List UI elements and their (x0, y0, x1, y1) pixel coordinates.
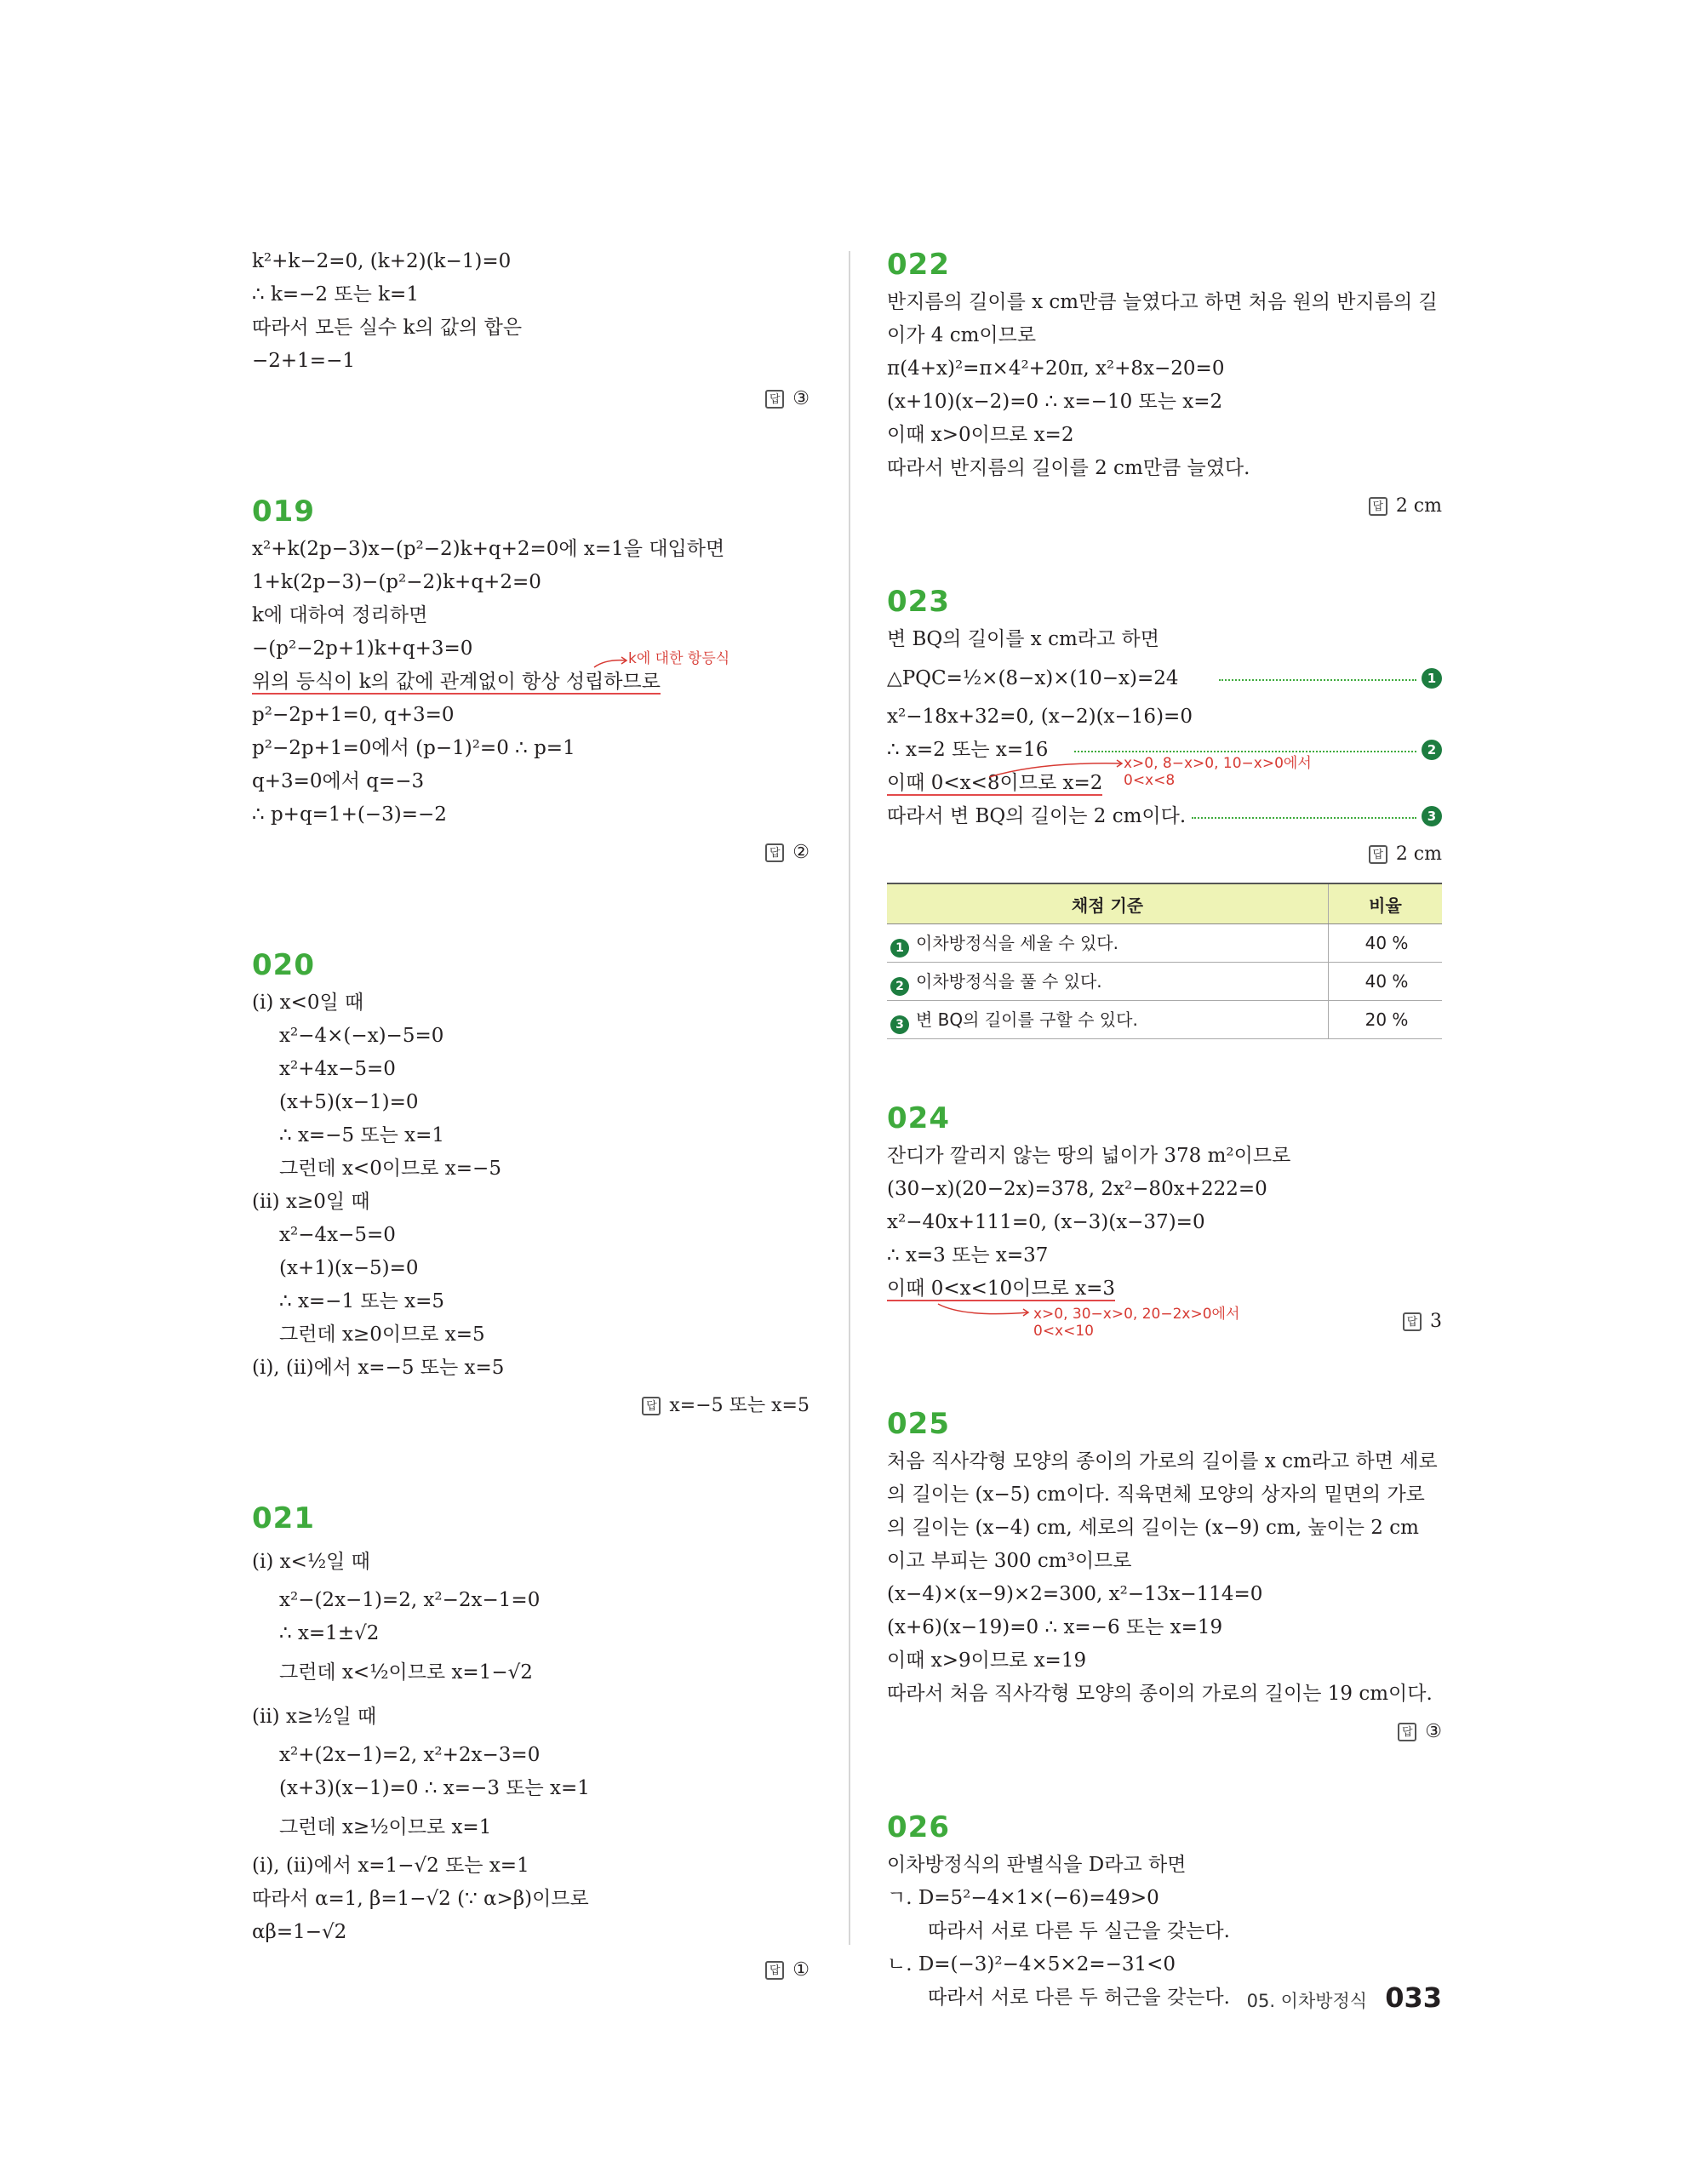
solution-line: p²−2p+1=0, q+3=0 (252, 704, 455, 726)
answer-value: 2 cm (1395, 495, 1442, 517)
answer-value: x=−5 또는 x=5 (669, 1395, 810, 1416)
solution-line: x²+k(2p−3)x−(p²−2)k+q+2=0에 x=1을 대입하면 (252, 538, 725, 560)
criteria-cell (887, 963, 1329, 1001)
leader-line (1219, 679, 1416, 681)
solution-line-condition (887, 755, 1442, 800)
condition-note-range: 0<x<8 (1124, 772, 1176, 789)
problem-021 (252, 1499, 810, 1987)
problem-number: 021 (252, 1501, 315, 1535)
page-footer (1247, 1981, 1442, 2014)
solution-line: ∴ x=3 또는 x=37 (887, 1244, 1049, 1266)
page-number: 033 (1385, 1981, 1442, 2014)
solution-line: 따라서 모든 실수 k의 값의 합은 (252, 317, 523, 339)
problem-number: 022 (887, 248, 950, 282)
solution-line: 이고 부피는 300 cm³이므로 (887, 1550, 1132, 1572)
solution-line: 그런데 x≥0이므로 x=5 (279, 1324, 485, 1346)
problem-number: 024 (887, 1101, 950, 1135)
problem-022 (887, 245, 1442, 523)
solution-line-step3 (887, 800, 1442, 833)
problem-019 (252, 492, 810, 869)
answer-icon: 답 (765, 1961, 784, 1980)
table-row (887, 963, 1442, 1001)
solution-line: ㄴ. D=(−3)²−4×5×2=−31<0 (887, 1953, 1176, 1975)
solution-line: x²−40x+111=0, (x−3)(x−37)=0 (887, 1211, 1205, 1233)
step-marker: 3 (890, 1015, 909, 1034)
problem-023 (887, 582, 1442, 1039)
solution-line-step1 (887, 656, 1442, 700)
solution-line: (x+3)(x−1)=0 ∴ x=−3 또는 x=1 (279, 1777, 590, 1799)
solution-line: ㄱ. D=5²−4×1×(−6)=49>0 (887, 1887, 1159, 1909)
answer-line (252, 837, 810, 869)
column-divider (849, 251, 850, 1945)
solution-line: ∴ p+q=1+(−3)=−2 (252, 803, 447, 826)
solution-line: 잔디가 깔리지 않는 땅의 넓이가 378 m²이므로 (887, 1145, 1291, 1167)
answer-icon: 답 (765, 390, 784, 409)
answer-value: 2 cm (1395, 843, 1442, 865)
criteria-text: 변 BQ의 길이를 구할 수 있다. (916, 1009, 1138, 1030)
solution-line: 그런데 x≥½이므로 x=1 (279, 1816, 492, 1838)
solution-line: k²+k−2=0, (k+2)(k−1)=0 (252, 250, 512, 272)
header-ratio: 비율 (1329, 883, 1443, 924)
step-text: ∴ x=2 또는 x=16 (887, 739, 1049, 761)
solution-line: ∴ k=−2 또는 k=1 (252, 283, 419, 306)
problem-number: 020 (252, 948, 315, 982)
arrow-icon (938, 1302, 1032, 1319)
problem-024 (887, 1099, 1442, 1345)
problem-number: 025 (887, 1407, 950, 1441)
solution-line: 1+k(2p−3)−(p²−2)k+q+2=0 (252, 571, 541, 593)
solution-line: 이차방정식의 판별식을 D라고 하면 (887, 1854, 1187, 1876)
solution-line: ∴ x=1±√2 (279, 1622, 380, 1644)
arrow-icon (594, 657, 628, 669)
answer-line (252, 383, 810, 415)
leader-line (1192, 817, 1416, 819)
leader-line (1074, 751, 1416, 752)
condition-note-range: 0<x<10 (1033, 1323, 1094, 1340)
answer-line (252, 1954, 810, 1987)
condition-note: x>0, 8−x>0, 10−x>0에서 (1124, 755, 1312, 772)
criteria-cell (887, 1001, 1329, 1039)
solution-line: 이때 x>0이므로 x=2 (887, 424, 1074, 446)
answer-icon: 답 (1369, 845, 1387, 864)
step-3-marker: 3 (1422, 806, 1442, 826)
identity-note: k에 대한 항등식 (628, 650, 730, 667)
answer-line (252, 1390, 810, 1422)
solution-line: (ⅱ) x≥0일 때 (252, 1191, 370, 1213)
solution-line: −2+1=−1 (252, 350, 355, 372)
step-text: 따라서 변 BQ의 길이는 2 cm이다. (887, 805, 1187, 827)
solution-line: q+3=0에서 q=−3 (252, 770, 425, 792)
header-criteria: 채점 기준 (887, 883, 1329, 924)
condition-underline: 이때 0<x<10이므로 x=3 (887, 1278, 1116, 1300)
step-marker: 2 (890, 977, 909, 996)
solution-line: x²−4×(−x)−5=0 (279, 1025, 444, 1047)
answer-icon: 답 (1369, 497, 1387, 516)
solution-line: 의 길이는 (x−5) cm이다. 직육면체 모양의 상자의 밑면의 가로 (887, 1484, 1425, 1506)
problem-018 (252, 245, 810, 415)
step-1-marker: 1 (1422, 668, 1442, 689)
solution-line: x²+(2x−1)=2, x²+2x−3=0 (279, 1744, 541, 1766)
answer-icon: 답 (1398, 1723, 1416, 1741)
answer-icon: 답 (642, 1397, 661, 1415)
solution-line-underlined (252, 650, 810, 699)
arrow-icon (989, 762, 1125, 779)
table-row (887, 1001, 1442, 1039)
solution-line: (30−x)(20−2x)=378, 2x²−80x+222=0 (887, 1178, 1267, 1200)
solution-line: ∴ x=−1 또는 x=5 (279, 1290, 445, 1312)
answer-line (887, 490, 1442, 523)
solution-line: (x+1)(x−5)=0 (279, 1257, 419, 1279)
solution-line: 따라서 반지름의 길이를 2 cm만큼 늘였다. (887, 457, 1250, 479)
answer-value: ① (792, 1959, 810, 1981)
solution-line: (ⅱ) x≥½일 때 (252, 1706, 377, 1728)
solution-line: (x−4)×(x−9)×2=300, x²−13x−114=0 (887, 1583, 1263, 1605)
problem-number: 019 (252, 495, 315, 529)
step-marker: 1 (890, 939, 909, 958)
solution-line: 의 길이는 (x−4) cm, 세로의 길이는 (x−9) cm, 높이는 2 cm (887, 1517, 1419, 1539)
answer-line (887, 1716, 1442, 1748)
grading-table-header (887, 883, 1442, 924)
right-column (887, 245, 1442, 2015)
problem-025 (887, 1404, 1442, 1748)
answer-icon: 답 (765, 843, 784, 862)
solution-line: 변 BQ의 길이를 x cm라고 하면 (887, 628, 1159, 650)
solution-line: (x+6)(x−19)=0 ∴ x=−6 또는 x=19 (887, 1616, 1223, 1638)
condition-note-row (887, 1306, 1442, 1345)
solution-line: x²+4x−5=0 (279, 1058, 396, 1080)
solution-line: 처음 직사각형 모양의 종이의 가로의 길이를 x cm라고 하면 세로 (887, 1450, 1438, 1472)
ratio-cell: 40 % (1329, 963, 1443, 1001)
problem-020 (252, 946, 810, 1422)
answer-line (1403, 1306, 1442, 1338)
solution-line: p²−2p+1=0에서 (p−1)²=0 ∴ p=1 (252, 737, 575, 759)
solution-line: 이때 x>9이므로 x=19 (887, 1649, 1087, 1672)
solution-line: 따라서 처음 직사각형 모양의 종이의 가로의 길이는 19 cm이다. (887, 1683, 1433, 1705)
answer-icon: 답 (1403, 1312, 1422, 1331)
step-text: △PQC=½×(8−x)×(10−x)=24 (887, 667, 1179, 689)
answer-value: ③ (792, 388, 810, 409)
solution-line: x²−18x+32=0, (x−2)(x−16)=0 (887, 706, 1193, 728)
solution-line: αβ=1−√2 (252, 1921, 347, 1943)
solution-line: (ⅰ) x<0일 때 (252, 992, 364, 1014)
answer-value: 3 (1430, 1311, 1442, 1332)
solution-line: 따라서 서로 다른 두 실근을 갖는다. (928, 1920, 1230, 1942)
solution-line: −(p²−2p+1)k+q+3=0 (252, 637, 473, 660)
condition-note: x>0, 30−x>0, 20−2x>0에서 (1033, 1306, 1240, 1323)
criteria-cell (887, 924, 1329, 963)
solution-line: 따라서 α=1, β=1−√2 (∵ α>β)이므로 (252, 1888, 589, 1910)
table-row (887, 924, 1442, 963)
problem-number: 026 (887, 1810, 950, 1844)
solution-line: 그런데 x<½이므로 x=1−√2 (279, 1661, 533, 1684)
ratio-cell: 40 % (1329, 924, 1443, 963)
solution-line: (x+5)(x−1)=0 (279, 1091, 419, 1113)
solution-line: 그런데 x<0이므로 x=−5 (279, 1158, 501, 1180)
solution-line: π(4+x)²=π×4²+20π, x²+8x−20=0 (887, 357, 1225, 380)
solution-line: ∴ x=−5 또는 x=1 (279, 1124, 445, 1146)
solution-line: x²−4x−5=0 (279, 1224, 396, 1246)
criteria-text: 이차방정식을 세울 수 있다. (916, 932, 1118, 953)
solution-line: (ⅰ), (ⅱ)에서 x=1−√2 또는 x=1 (252, 1855, 529, 1877)
problem-number: 023 (887, 585, 950, 619)
solution-line: 따라서 서로 다른 두 허근을 갖는다. (928, 1987, 1230, 2009)
solution-line: 이가 4 cm이므로 (887, 324, 1037, 346)
answer-line (887, 838, 1442, 871)
answer-value: ③ (1425, 1721, 1442, 1742)
solution-line-condition (887, 1272, 1442, 1306)
solution-line: x²−(2x−1)=2, x²−2x−1=0 (279, 1589, 541, 1611)
criteria-text: 이차방정식을 풀 수 있다. (916, 970, 1102, 992)
solution-line: (ⅰ), (ⅱ)에서 x=−5 또는 x=5 (252, 1357, 505, 1379)
chapter-title: 05. 이차방정식 (1246, 1991, 1368, 2011)
ratio-cell: 20 % (1329, 1001, 1443, 1039)
grading-table (887, 883, 1442, 1039)
solution-line: (ⅰ) x<½일 때 (252, 1551, 370, 1573)
step-2-marker: 2 (1422, 740, 1442, 760)
solution-line: 반지름의 길이를 x cm만큼 늘였다고 하면 처음 원의 반지름의 길 (887, 291, 1438, 313)
solution-line: (x+10)(x−2)=0 ∴ x=−10 또는 x=2 (887, 391, 1223, 413)
solution-line: k에 대하여 정리하면 (252, 604, 428, 626)
answer-value: ② (792, 842, 810, 863)
left-column (252, 245, 810, 1987)
condition-underline: 이때 0<x<8이므로 x=2 (887, 772, 1103, 794)
identity-underline: 위의 등식이 k의 값에 관계없이 항상 성립하므로 (252, 671, 661, 693)
